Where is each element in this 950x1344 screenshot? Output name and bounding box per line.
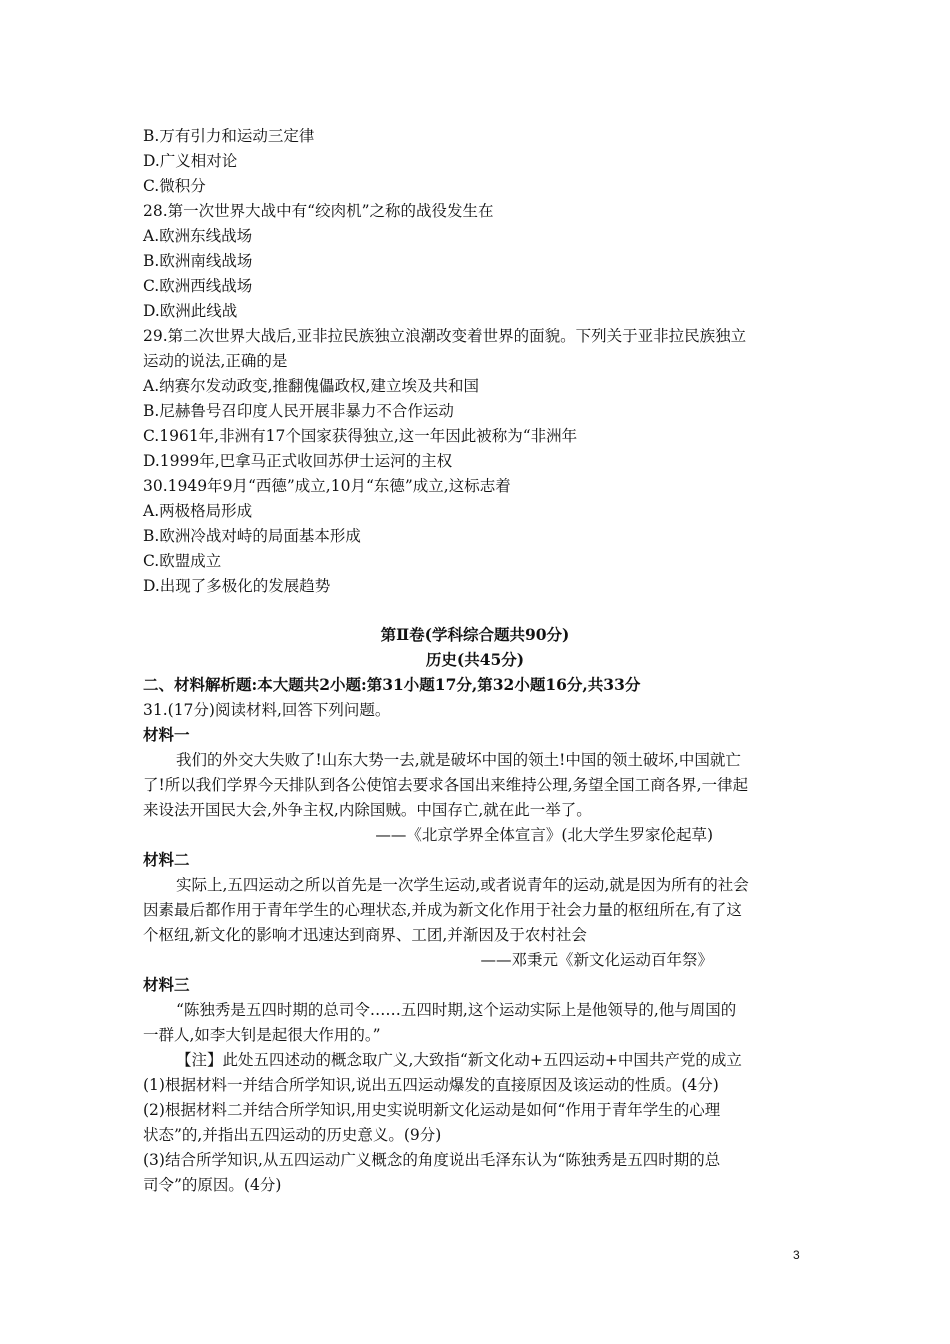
material-2-line3: 个枢纽,新文化的影响才迅速达到商界、工团,并渐因及于农村社会 [143, 926, 587, 944]
q29-option-c: C.1961年,非洲有17个国家获得独立,这一年因此被称为“非洲年 [143, 427, 578, 445]
question-29-stem-line2: 运动的说法,正确的是 [143, 352, 288, 370]
option-b: B.万有引力和运动三定律 [143, 127, 315, 145]
sub-question-3-line1: (3)结合所学知识,从五四运动广义概念的角度说出毛泽东认为“陈独秀是五四时期的总 [143, 1151, 721, 1169]
sub-question-3-line2: 司令”的原因。(4分) [143, 1176, 282, 1194]
question-28-stem: 28.第一次世界大战中有“绞肉机”之称的战役发生在 [143, 202, 494, 220]
sub-question-1: (1)根据材料一并结合所学知识,说出五四运动爆发的直接原因及该运动的性质。(4分) [143, 1076, 719, 1094]
material-3-title: 材料三 [143, 975, 190, 994]
q29-option-b: B.尼赫鲁号召印度人民开展非暴力不合作运动 [143, 402, 454, 420]
material-3-note: 【注】此处五四述动的概念取广义,大致指“新文化动+五四运动+中国共产党的成立 [176, 1051, 742, 1069]
q28-option-b: B.欧洲南线战场 [143, 252, 253, 270]
sub-question-2-line1: (2)根据材料二并结合所学知识,用史实说明新文化运动是如何“作用于青年学生的心理 [143, 1101, 721, 1119]
q30-option-c: C.欧盟成立 [143, 552, 222, 570]
material-2-line2: 因素最后都作用于青年学生的心理状态,并成为新文化作用于社会力量的枢纽所在,有了这 [143, 901, 742, 919]
material-1-line2: 了!所以我们学界今天排队到各公使馆去要求各国出来维持公理,务望全国工商各界,一律起 [143, 776, 749, 794]
q30-option-d: D.出现了多极化的发展趋势 [143, 577, 331, 595]
question-29-stem-line1: 29.第二次世界大战后,亚非拉民族独立浪潮改变着世界的面貌。下列关于亚非拉民族独立 [143, 327, 747, 345]
q30-option-a: A.两极格局形成 [143, 502, 253, 520]
q28-option-a: A.欧洲东线战场 [143, 227, 253, 245]
section-heading: 二、材料解析题:本大题共2小题:第31小题17分,第32小题16分,共33分 [143, 675, 641, 694]
question-30-stem: 30.1949年9月“西德”成立,10月“东德”成立,这标志着 [143, 477, 511, 495]
material-2-title: 材料二 [143, 850, 190, 869]
part2-subtitle: 历史(共45分) [425, 650, 525, 669]
material-2-source: ——邓秉元《新文化运动百年祭》 [480, 951, 713, 969]
q28-option-d: D.欧洲此线战 [143, 302, 238, 320]
page-number: 3 [793, 1248, 800, 1262]
q30-option-b: B.欧洲冷战对峙的局面基本形成 [143, 527, 361, 545]
option-c: C.微积分 [143, 177, 206, 195]
question-31-stem: 31.(17分)阅读材料,回答下列问题。 [143, 701, 391, 719]
material-1-source: ——《北京学界全体宣言》(北大学生罗家伦起草) [375, 826, 713, 844]
q29-option-a: A.纳赛尔发动政变,推翻傀儡政权,建立埃及共和国 [143, 377, 479, 395]
q28-option-c: C.欧洲西线战场 [143, 277, 253, 295]
material-1-line1: 我们的外交大失败了!山东大势一去,就是破坏中国的领土!中国的领土破坏,中国就亡 [176, 751, 741, 769]
option-d: D.广义相对论 [143, 152, 238, 170]
material-1-title: 材料一 [143, 725, 190, 744]
material-2-line1: 实际上,五四运动之所以首先是一次学生运动,或者说青年的运动,就是因为所有的社会 [176, 876, 749, 894]
sub-question-2-line2: 状态”的,并指出五四运动的历史意义。(9分) [143, 1126, 442, 1144]
material-3-line1: “陈独秀是五四时期的总司令……五四时期,这个运动实际上是他领导的,他与周国的 [176, 1001, 737, 1019]
material-3-line2: 一群人,如李大钊是起很大作用的。” [143, 1026, 381, 1044]
q29-option-d: D.1999年,巴拿马正式收回苏伊士运河的主权 [143, 452, 453, 470]
material-1-line3: 来设法开国民大会,外争主权,内除国贼。中国存亡,就在此一举了。 [143, 801, 592, 819]
part2-title: 第Ⅱ卷(学科综合题共90分) [380, 625, 570, 644]
